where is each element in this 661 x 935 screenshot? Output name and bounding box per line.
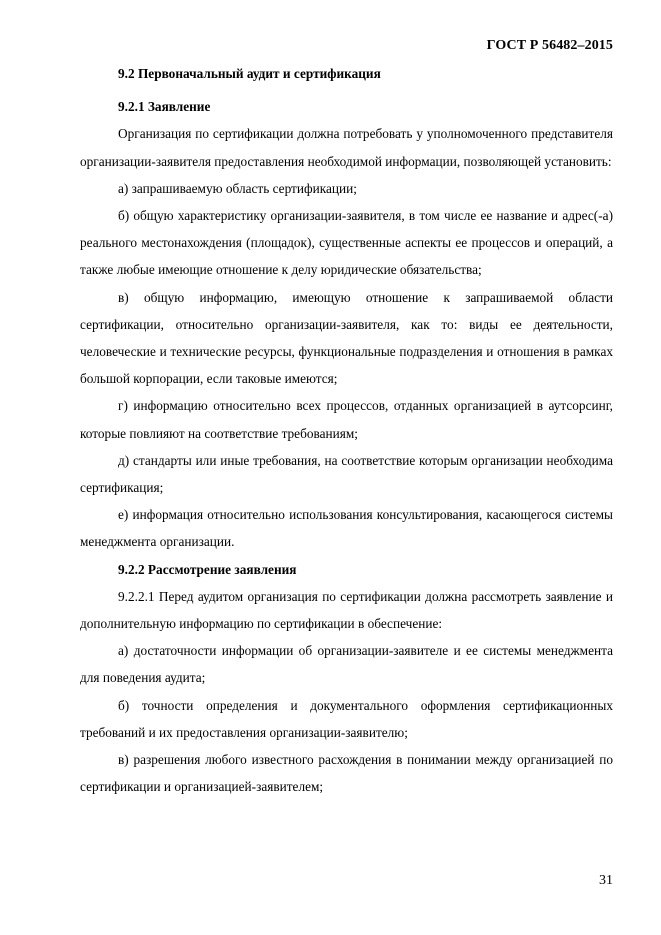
list-item-9-2-1-b: б) общую характеристику организации-заявителя, в том числе ее название и адрес(-а) реального местонахождения (площадок), существенные аспекты ее процессов и операций, а также любые имеющие отношение к делу юридические обязательства;	[80, 208, 613, 278]
list-item-9-2-1-v: в) общую информацию, имеющую отношение к запрашиваемой области сертификации, относительно организации-заявителя, как то: виды ее деятельности, человеческие и технические ресурсы, функциональные подразделения и отношения в рамках большой корпорации, если таковые имеются;	[80, 289, 613, 387]
section-title-9-2: 9.2 Первоначальный аудит и сертификация	[118, 66, 381, 81]
section-title-9-2-2: 9.2.2 Рассмотрение заявления	[118, 561, 297, 577]
list-item-9-2-1-g: г) информацию относительно всех процессов, отданных организацией в аутсорсинг, которые повлияют на соответствие требованиям;	[80, 398, 613, 441]
document-body	[80, 60, 613, 800]
paragraph-9-2-2-1-intro: 9.2.2.1 Перед аудитом организация по сертификации должна рассмотреть заявление и дополнительную информацию по сертификации в обеспечение:	[80, 588, 613, 632]
list-item-9-2-2-1-a: а) достаточности информации об организации-заявителе и ее системы менеджмента для поведения аудита;	[80, 643, 613, 686]
page-number: 31	[599, 873, 613, 888]
list-item-9-2-1-a: а) запрашиваемую область сертификации;	[118, 180, 357, 196]
list-item-9-2-2-1-v: в) разрешения любого известного расхождения в понимании между организацией по сертификации и организацией-заявителем;	[80, 752, 613, 795]
paragraph-9-2-1-intro: Организация по сертификации должна потребовать у уполномоченного представителя организации-заявителя предоставления необходимой информации, позволяющей установить:	[80, 126, 613, 169]
document-code-header: ГОСТ Р 56482–2015	[486, 38, 613, 53]
list-item-9-2-1-d: д) стандарты или иные требования, на соответствие которым организации необходима сертификация;	[80, 452, 613, 496]
list-item-9-2-1-e: е) информация относительно использования консультирования, касающегося системы менеджмента организации.	[80, 507, 613, 550]
section-title-9-2-1: 9.2.1 Заявление	[118, 99, 211, 115]
list-item-9-2-2-1-b: б) точности определения и документального оформления сертификационных требований и их предоставления организации-заявителю;	[80, 697, 613, 740]
